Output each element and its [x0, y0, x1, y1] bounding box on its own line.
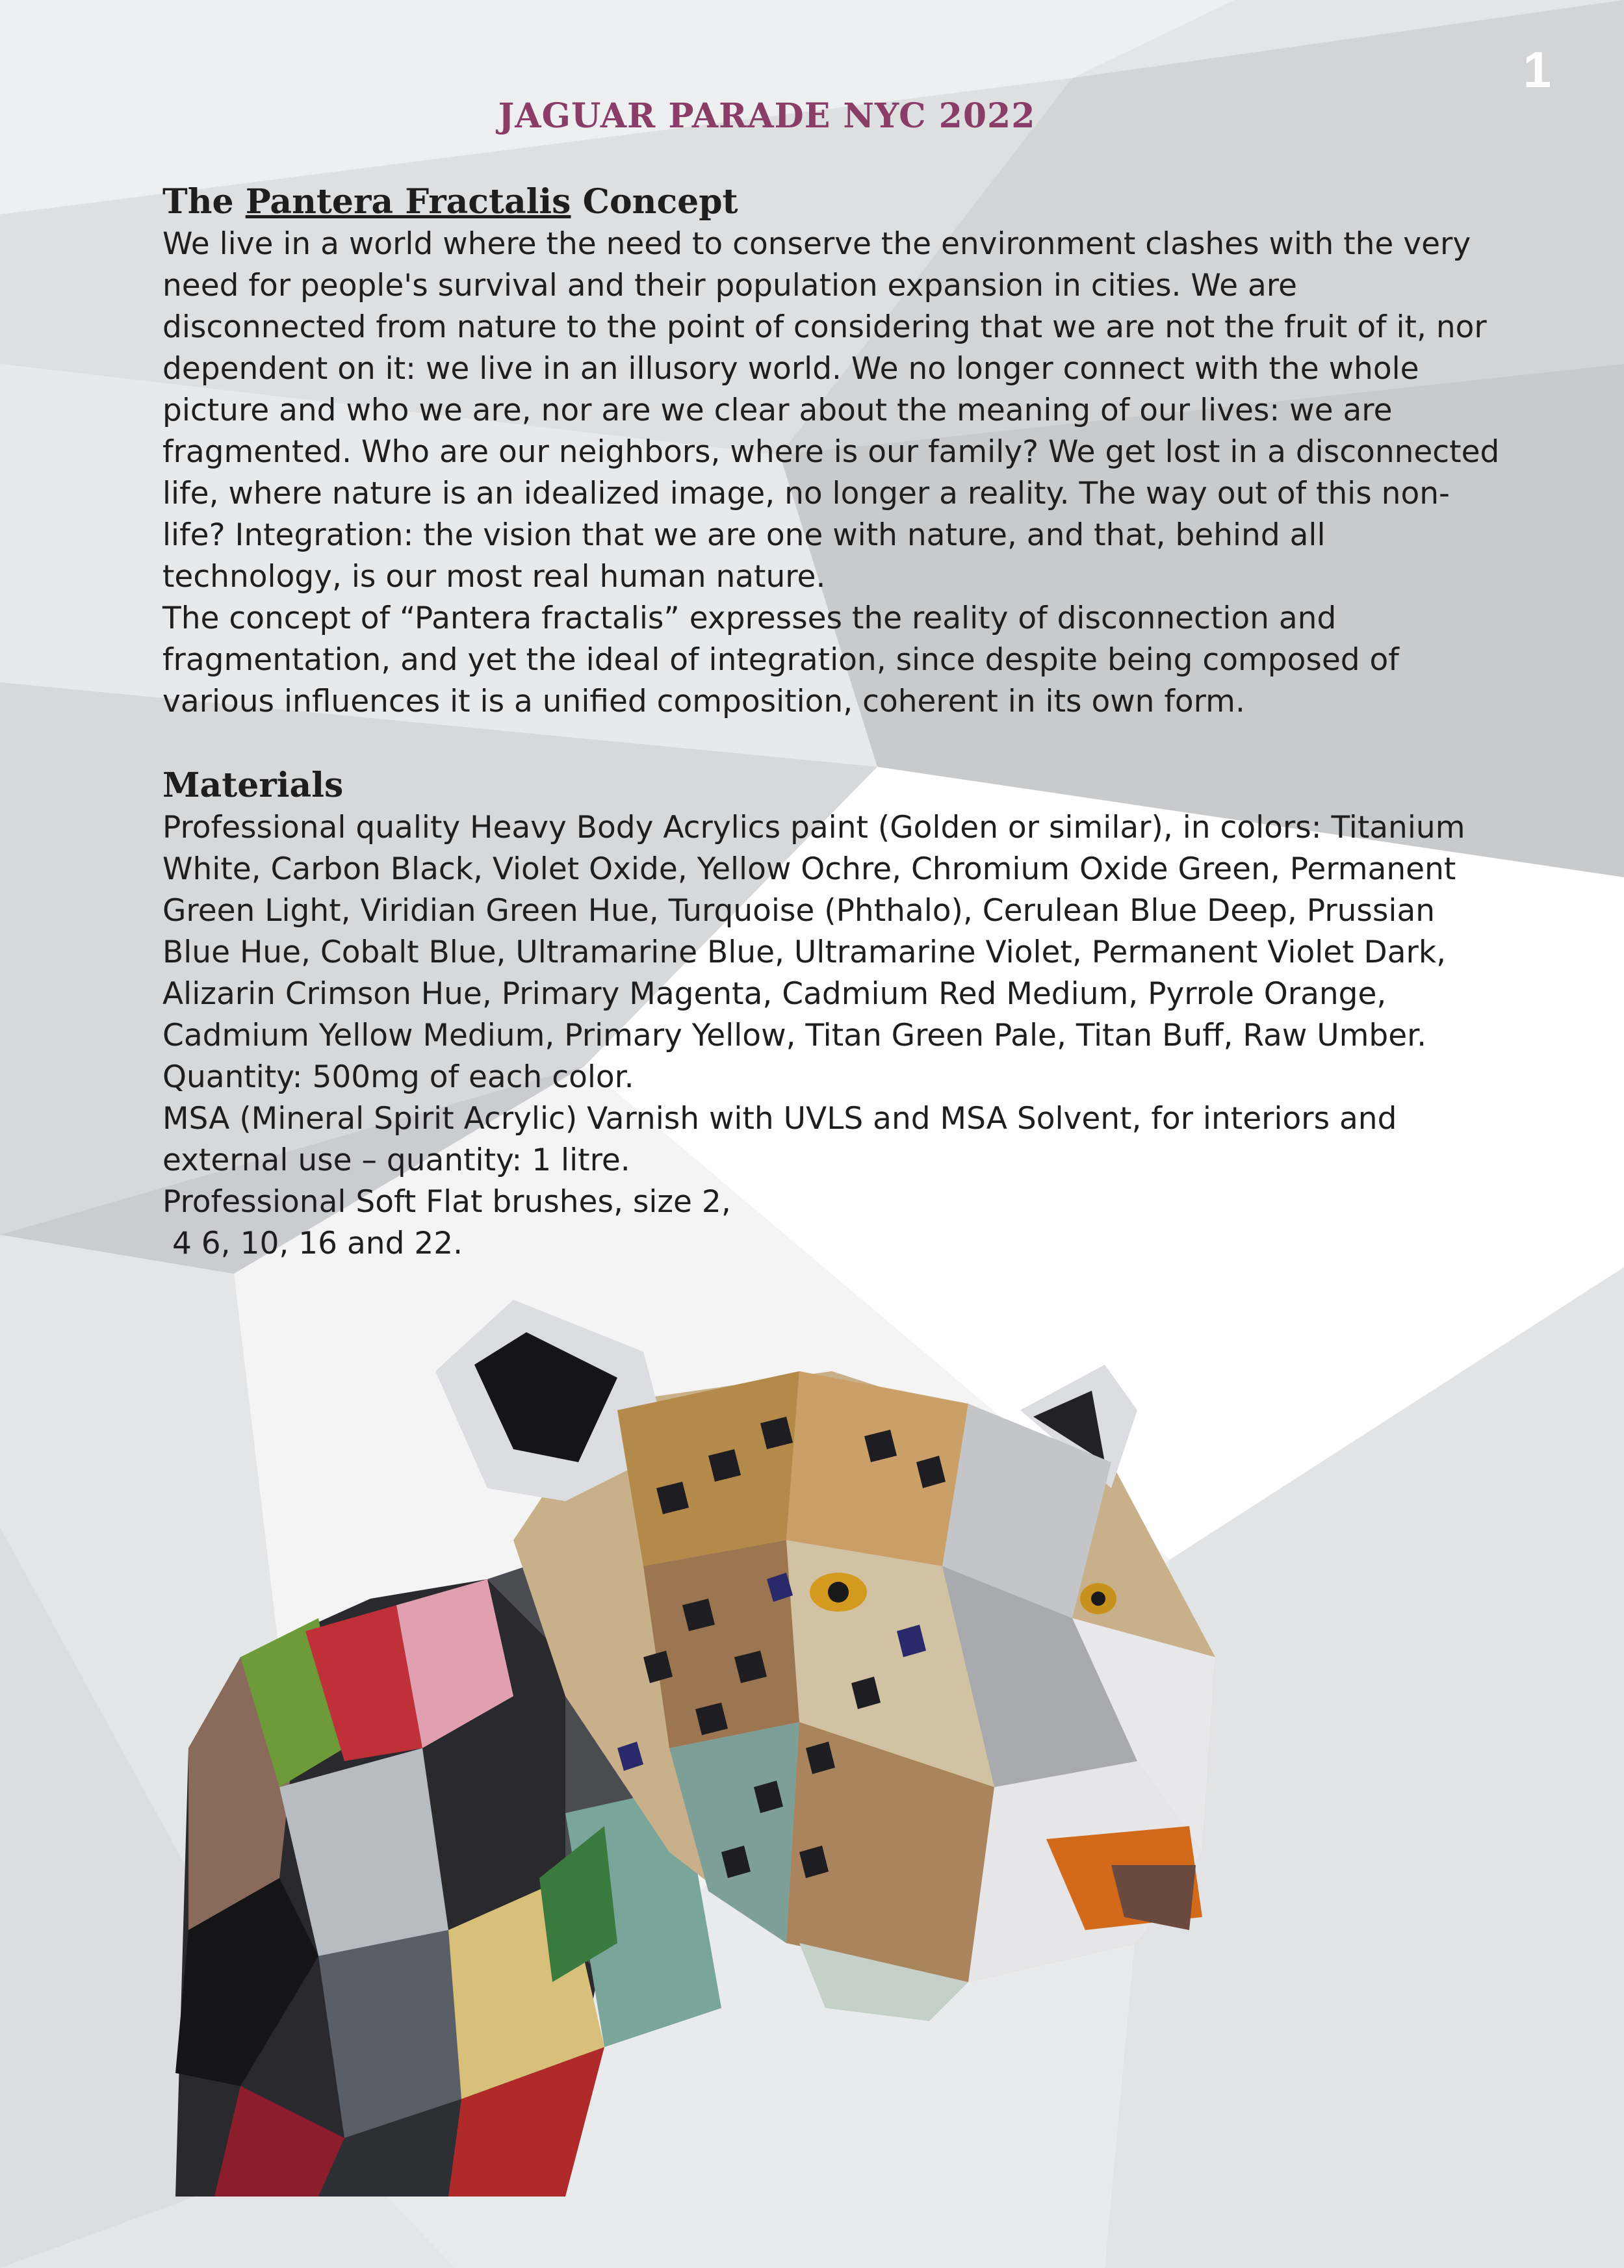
jaguar-sculpture-image — [149, 1293, 1254, 2203]
document-body — [162, 181, 1501, 1265]
concept-heading-prefix: The — [162, 182, 246, 222]
concept-heading — [162, 181, 1501, 224]
page-number: 1 — [1523, 41, 1551, 98]
page-title: JAGUAR PARADE NYC 2022 — [498, 96, 1036, 136]
concept-paragraph: The concept of “Pantera fractalis” expresses the reality of disconnection and fragmentation, and yet the ideal of integration, since despite being composed of various influences it is a unified composition, coherent in its own form. — [162, 600, 1399, 719]
concept-paragraph: We live in a world where the need to conserve the environment clashes with the very need for people's survival and their population expansion in cities. We are disconnected from nature to the point of considering that we are not the fruit of it, nor dependent on it: we live in an illusory world. We no longer connect with the whole picture and who we are, nor are we clear about the meaning of our lives: we are fragmented. Who are our neighbors, where is our family? We get lost in a disconnected life, where nature is an idealized image, no longer a reality. The way out of this non-life? Integration: the vision that we are one with nature, and that, behind all technology, is our most real human nature. — [162, 226, 1500, 595]
concept-heading-name: Pantera Fractalis — [245, 182, 571, 222]
materials-paragraph: Professional quality Heavy Body Acrylics paint (Golden or similar), in colors: Titanium White, Carbon Black, Violet Oxide, Yellow Ochre, Chromium Oxide Green, Permanent Green Light, Viridian Green Hue, Turquoise (Phthalo), Cerulean Blue Deep, Prussian Blue Hue, Cobalt Blue, Ultramarine Blue, Ultramarine Violet, Permanent Violet Dark, Alizarin Crimson Hue, Primary Magenta, Cadmium Red Medium, Pyrrole Orange, Cadmium Yellow Medium, Primary Yellow, Titan Green Pale, Titan Buff, Raw Umber. Quantity: 500mg of each color. — [162, 810, 1465, 1095]
materials-paragraph: 4 6, 10, 16 and 22. — [162, 1226, 463, 1261]
concept-heading-suffix: Concept — [571, 182, 738, 222]
materials-paragraph: MSA (Mineral Spirit Acrylic) Varnish with UVLS and MSA Solvent, for interiors and external use – quantity: 1 litre. — [162, 1101, 1397, 1178]
materials-paragraph: Professional Soft Flat brushes, size 2, — [162, 1184, 731, 1220]
materials-heading: Materials — [162, 766, 344, 805]
